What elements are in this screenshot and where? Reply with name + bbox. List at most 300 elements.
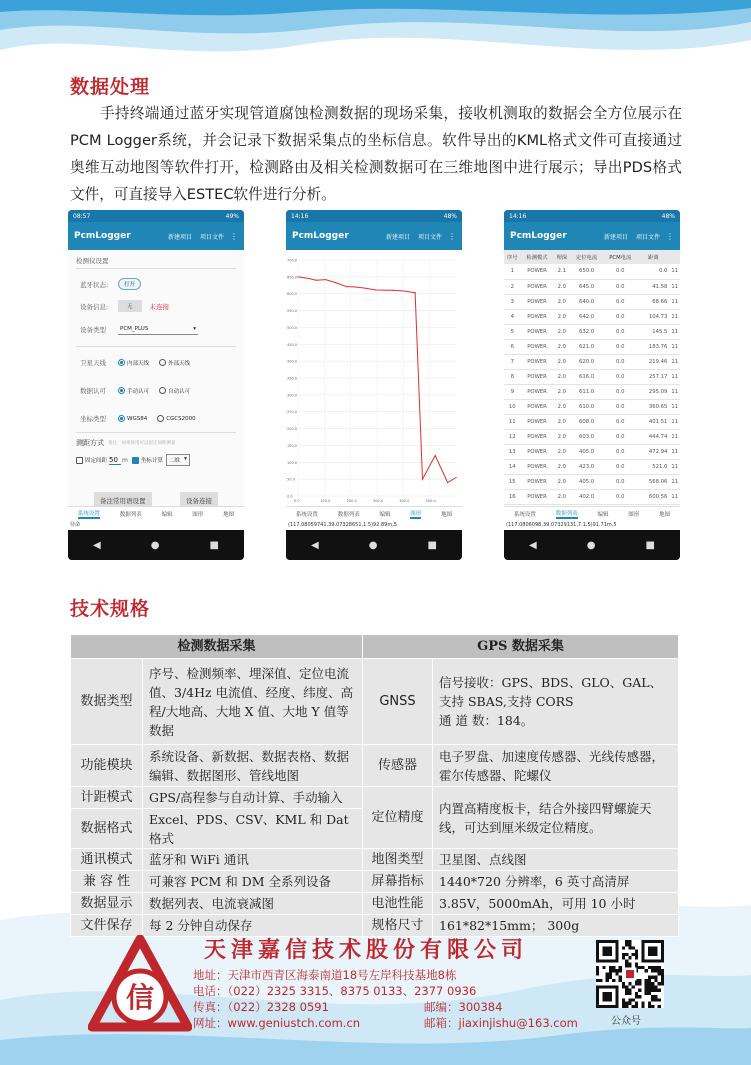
spec-value xyxy=(433,659,679,745)
table-cell: 11 xyxy=(669,264,680,279)
table-cell: 600.56 xyxy=(637,489,669,504)
spec-value: 电子罗盘、加速度传感器、光线传感器，霍尔传感器、陀螺仪 xyxy=(433,745,679,787)
table-cell: 11 xyxy=(669,339,680,354)
type-label: 设备类型 xyxy=(80,326,106,334)
y-tick-label: 650.0 xyxy=(287,275,298,280)
data-point xyxy=(456,477,457,478)
table-cell: POWER xyxy=(521,369,554,384)
back-icon[interactable]: ◀ xyxy=(529,539,537,551)
y-tick-label: 500.0 xyxy=(287,325,298,330)
table-cell: 11 xyxy=(669,384,680,399)
spec-key: 功能模块 xyxy=(71,745,143,787)
table-cell: 11 xyxy=(669,279,680,294)
table-row[interactable] xyxy=(504,384,680,399)
x-tick-label: 300.0 xyxy=(373,499,384,503)
table-cell: 0.0 xyxy=(603,474,637,489)
logo-character: 信 xyxy=(125,981,155,1014)
spec-value: 卫星图、点线图 xyxy=(433,849,679,871)
spec-key: 屏幕指标 xyxy=(363,871,433,893)
table-cell: 0.0 xyxy=(603,354,637,369)
tab-graph[interactable]: 图形 xyxy=(628,511,640,518)
android-nav-bar xyxy=(286,530,462,560)
section-title-data-processing: 数据处理 xyxy=(70,76,151,98)
tab-system-settings[interactable]: 系统设置 xyxy=(77,510,100,517)
table-header: 序号 xyxy=(504,250,521,264)
tab-map[interactable]: 地图 xyxy=(441,511,453,518)
table-cell: 9 xyxy=(504,384,521,399)
table-cell: POWER xyxy=(521,414,554,429)
table-cell: 2.0 xyxy=(554,369,571,384)
radio-internal-antenna[interactable]: 内部天线 xyxy=(118,359,149,367)
dev-label: 设备信息: xyxy=(80,302,109,311)
app-bar xyxy=(68,222,244,250)
table-cell: 11 xyxy=(669,309,680,324)
table-row[interactable] xyxy=(504,399,680,414)
status-time: 14:16 xyxy=(509,212,527,220)
spec-key: GNSS xyxy=(363,659,433,745)
data-point xyxy=(403,290,404,291)
table-cell: 6 xyxy=(504,339,521,354)
radio-wgs84[interactable]: WGS84 xyxy=(118,415,147,422)
table-cell: 0.0 xyxy=(603,309,637,324)
menu-new-project[interactable]: 新建项目 xyxy=(167,233,192,241)
back-icon[interactable]: ◀ xyxy=(311,539,319,551)
table-cell: 2.0 xyxy=(554,339,571,354)
table-cell: 610.0 xyxy=(570,399,603,414)
tab-data-list[interactable]: 数据列表 xyxy=(555,510,578,517)
tab-data-list[interactable]: 数据列表 xyxy=(337,511,360,518)
spec-key: 规格尺寸 xyxy=(363,915,433,937)
spec-value: 内置高精度板卡，结合外接四臂螺旋天线，可达到厘米级定位精度。 xyxy=(433,787,679,849)
app-bar xyxy=(286,222,462,250)
bottom-tabs xyxy=(286,506,462,520)
device-type-value: PCM_PLUS xyxy=(120,326,149,332)
tab-edit[interactable]: 编辑 xyxy=(379,511,391,518)
app-title: PcmLogger xyxy=(74,231,131,241)
coord-label: 坐标类型 xyxy=(80,415,106,423)
radio-auto-confirm[interactable]: 自动认可 xyxy=(159,387,190,395)
table-cell: POWER xyxy=(521,459,554,474)
table-cell: 405.0 xyxy=(570,474,603,489)
table-cell: POWER xyxy=(521,294,554,309)
table-cell: 7 xyxy=(504,354,521,369)
table-cell: 145.5 xyxy=(637,324,669,339)
x-tick-label: 200.0 xyxy=(346,499,357,503)
app-title: PcmLogger xyxy=(292,231,349,241)
table-header: PCM电流 xyxy=(603,250,637,264)
spec-key: 定位精度 xyxy=(363,787,433,849)
table-cell: 444.74 xyxy=(637,429,669,444)
status-battery: 48% xyxy=(443,212,457,220)
table-row[interactable] xyxy=(504,309,680,324)
table-row[interactable] xyxy=(504,354,680,369)
more-icon[interactable]: ⋮ xyxy=(448,231,456,241)
table-cell: 402.0 xyxy=(570,489,603,504)
data-list-panel xyxy=(504,250,680,520)
table-cell: 11 xyxy=(669,369,680,384)
section-label: 检测仪设置 xyxy=(76,257,109,265)
app-bar xyxy=(504,222,680,250)
spec-value: 数据列表、电流衰减图 xyxy=(143,893,363,915)
table-row[interactable] xyxy=(504,294,680,309)
dist-note: 备注：如果使用可以固定间距测量 xyxy=(108,441,176,446)
status-battery: 48% xyxy=(661,212,675,220)
spec-key: 计距模式 xyxy=(71,787,143,809)
table-row[interactable] xyxy=(504,489,680,504)
radio-cgcs2000[interactable]: CGCS2000 xyxy=(157,415,195,422)
x-tick-label: 100.0 xyxy=(320,499,331,503)
table-cell: 15 xyxy=(504,474,521,489)
table-row[interactable] xyxy=(504,324,680,339)
spec-value: 161*82*15mm； 300g xyxy=(433,915,679,937)
spec-key: 通讯模式 xyxy=(71,849,143,871)
table-cell: 640.0 xyxy=(570,294,603,309)
table-cell: 645.0 xyxy=(570,279,603,294)
data-point xyxy=(355,286,356,287)
table-cell: 11 xyxy=(669,414,680,429)
table-cell: 2.0 xyxy=(554,429,571,444)
table-header: 埋深 xyxy=(554,250,571,264)
table-cell: POWER xyxy=(521,444,554,459)
table-cell: 4 xyxy=(504,309,521,324)
table-cell: 295.09 xyxy=(637,384,669,399)
data-point xyxy=(392,290,393,291)
y-tick-label: 300.0 xyxy=(287,393,298,398)
spec-value: 系统设备、新数据、数据表格、数据编辑、数据图形、管线地图 xyxy=(143,745,363,787)
radio-manual-confirm[interactable]: 手动认可 xyxy=(118,387,149,395)
app-title: PcmLogger xyxy=(510,231,567,241)
table-cell: 0.0 xyxy=(603,384,637,399)
fixed-distance-unit: m xyxy=(122,456,128,464)
dropdown-icon: ▾ xyxy=(193,326,196,332)
current-attenuation-chart xyxy=(286,250,462,506)
table-cell: 3 xyxy=(504,294,521,309)
coordinate-footer: (117.0806098,39.07329131,7.1,5)91.71m,5 xyxy=(504,520,680,530)
menu-project-file[interactable]: 项目文件 xyxy=(635,233,660,241)
table-cell: 104.73 xyxy=(637,309,669,324)
tab-map[interactable]: 地图 xyxy=(223,511,235,518)
bottom-tabs xyxy=(68,506,244,520)
menu-new-project[interactable]: 新建项目 xyxy=(385,233,410,241)
table-cell: 0.0 xyxy=(603,429,637,444)
table-cell: 68.66 xyxy=(637,294,669,309)
spec-key: 地图类型 xyxy=(363,849,433,871)
company-fax: 传真：（022）2328 0591 xyxy=(193,1000,329,1014)
table-cell: 0.0 xyxy=(637,264,669,279)
x-tick-label: 400.0 xyxy=(399,499,410,503)
tab-system-settings[interactable]: 系统设置 xyxy=(513,511,536,518)
spec-value: GPS/高程参与自动计算、手动输入 xyxy=(143,787,363,809)
table-header: 定位电流 xyxy=(570,250,603,264)
y-tick-label: 700.0 xyxy=(287,258,298,263)
table-cell: 10 xyxy=(504,399,521,414)
coord-calc-checkbox[interactable]: 坐标计算 xyxy=(132,456,163,464)
table-cell: 0.0 xyxy=(603,399,637,414)
table-cell: POWER xyxy=(521,384,554,399)
y-tick-label: 250.0 xyxy=(287,410,298,415)
more-icon[interactable]: ⋮ xyxy=(666,231,674,241)
radio-external-antenna[interactable]: 外部天线 xyxy=(159,359,190,367)
data-point xyxy=(415,292,416,293)
company-postcode: 邮编：300384 xyxy=(424,1000,503,1014)
tab-system-settings[interactable]: 系统设置 xyxy=(295,511,318,518)
company-logo xyxy=(88,935,192,1039)
back-icon[interactable]: ◀ xyxy=(93,539,101,551)
qr-code xyxy=(596,940,664,1008)
gnss-channels: 通 道 数：184。 xyxy=(439,713,534,728)
table-cell: 0.0 xyxy=(603,264,637,279)
recents-icon[interactable]: ■ xyxy=(209,539,219,551)
table-cell: 642.0 xyxy=(570,309,603,324)
data-table xyxy=(504,250,680,505)
data-point xyxy=(365,288,366,289)
table-cell: 2.0 xyxy=(554,459,571,474)
recents-icon[interactable]: ■ xyxy=(427,539,437,551)
table-cell: 521.0 xyxy=(637,459,669,474)
table-cell: 472.94 xyxy=(637,444,669,459)
company-address: 地址：天津市西青区海泰南道18号左岸科技基地8栋 xyxy=(193,968,457,982)
table-cell: 2.1 xyxy=(554,264,571,279)
table-cell: 13 xyxy=(504,444,521,459)
table-cell: 2.0 xyxy=(554,294,571,309)
section-title-tech-specs: 技术规格 xyxy=(70,598,151,620)
table-cell: 2.0 xyxy=(554,489,571,504)
more-icon[interactable]: ⋮ xyxy=(230,231,238,241)
table-cell: 0.0 xyxy=(603,279,637,294)
spec-key: 数据类型 xyxy=(71,659,143,745)
dist-label: 测距方式 xyxy=(76,439,104,447)
device-connect-button[interactable]: 设备连接 xyxy=(180,492,218,509)
table-cell: 11 xyxy=(669,444,680,459)
settings-panel xyxy=(68,250,244,520)
remark-settings-button[interactable]: 备注常用语设置 xyxy=(94,492,152,509)
menu-project-file[interactable]: 项目文件 xyxy=(417,233,442,241)
dev-status: 未连接 xyxy=(149,302,170,311)
table-cell: POWER xyxy=(521,354,554,369)
y-tick-label: 350.0 xyxy=(287,376,298,381)
table-cell: 0.0 xyxy=(603,414,637,429)
spec-value: 每 2 分钟自动保存 xyxy=(143,915,363,937)
x-tick-label: 0.0 xyxy=(294,499,300,503)
tab-edit[interactable]: 编辑 xyxy=(161,511,173,518)
table-cell: 603.0 xyxy=(570,429,603,444)
spec-value: 3.85V，5000mAh，可用 10 小时 xyxy=(433,893,679,915)
table-cell: 2.0 xyxy=(554,354,571,369)
table-cell: 12 xyxy=(504,429,521,444)
sat-label: 卫星天线 xyxy=(80,359,106,367)
status-battery: 49% xyxy=(225,212,239,220)
table-cell: 11 xyxy=(669,459,680,474)
y-tick-label: 550.0 xyxy=(287,309,298,314)
table-cell: POWER xyxy=(521,279,554,294)
table-cell: 11 xyxy=(669,294,680,309)
table-cell: 11 xyxy=(669,474,680,489)
table-row[interactable] xyxy=(504,264,680,279)
table-cell: 650.0 xyxy=(570,264,603,279)
table-row[interactable] xyxy=(504,429,680,444)
spec-head-left: 检测数据采集 xyxy=(71,635,363,659)
data-point xyxy=(325,279,326,280)
table-cell: 183.76 xyxy=(637,339,669,354)
status-bar xyxy=(68,210,244,222)
table-cell: 360.65 xyxy=(637,399,669,414)
table-cell: POWER xyxy=(521,309,554,324)
table-cell: 2.0 xyxy=(554,399,571,414)
table-cell: 608.0 xyxy=(570,414,603,429)
y-tick-label: 450.0 xyxy=(287,342,298,347)
bt-toggle[interactable]: 打开 xyxy=(118,278,141,290)
calc-mode-select[interactable]: 二维 ▾ xyxy=(166,454,190,466)
status-bar xyxy=(286,210,462,222)
android-nav-bar xyxy=(68,530,244,560)
company-email[interactable]: 邮箱：jiaxinjishu@163.com xyxy=(424,1016,578,1030)
table-row[interactable] xyxy=(504,414,680,429)
coordinate-footer: (117.08059741,39.07328651,1.5)92.89m,5 xyxy=(286,520,462,530)
graph-panel xyxy=(286,250,462,520)
spec-key: 电池性能 xyxy=(363,893,433,915)
tab-data-list[interactable]: 数据列表 xyxy=(119,511,142,518)
table-cell: 423.0 xyxy=(570,459,603,474)
y-tick-label: 100.0 xyxy=(287,460,298,465)
table-cell: 2.0 xyxy=(554,414,571,429)
menu-new-project[interactable]: 新建项目 xyxy=(603,233,628,241)
spec-value: 1440*720 分辨率，6 英寸高清屏 xyxy=(433,871,679,893)
table-cell: 611.0 xyxy=(570,384,603,399)
table-cell: 8 xyxy=(504,369,521,384)
table-cell: 0.0 xyxy=(603,459,637,474)
table-cell: 401.51 xyxy=(637,414,669,429)
data-point xyxy=(435,455,436,456)
table-cell: POWER xyxy=(521,474,554,489)
data-point xyxy=(315,280,316,281)
table-cell: 0.0 xyxy=(603,324,637,339)
android-nav-bar xyxy=(504,530,680,560)
table-cell: 11 xyxy=(504,414,521,429)
company-phone: 电话：（022）2325 3315、8375 0133、2377 0936 xyxy=(193,984,477,998)
table-cell: 2.0 xyxy=(554,309,571,324)
status-footer: 待命 xyxy=(68,520,244,530)
status-bar xyxy=(504,210,680,222)
table-row[interactable] xyxy=(504,459,680,474)
spec-value: 可兼容 PCM 和 DM 全系列设备 xyxy=(143,871,363,893)
table-cell: 41.58 xyxy=(637,279,669,294)
phone-screenshot-settings xyxy=(68,210,244,560)
table-cell: 0.0 xyxy=(603,489,637,504)
status-time: 08:57 xyxy=(73,212,91,220)
y-tick-label: 0.0 xyxy=(287,494,293,499)
data-point xyxy=(375,289,376,290)
table-cell: 14 xyxy=(504,459,521,474)
device-type-select[interactable] xyxy=(118,324,198,335)
table-cell: 1 xyxy=(504,264,521,279)
data-point xyxy=(297,276,298,277)
table-cell: 405.0 xyxy=(570,444,603,459)
company-website[interactable]: 网址：www.geniustch.com.cn xyxy=(193,1016,361,1030)
spec-value: Excel、PDS、CSV、KML 和 Dat 格式 xyxy=(143,809,363,849)
spec-key: 数据格式 xyxy=(71,809,143,849)
menu-project-file[interactable]: 项目文件 xyxy=(199,233,224,241)
dropdown-icon: ▾ xyxy=(184,456,187,462)
header-wave-decoration xyxy=(0,0,751,80)
table-cell: 11 xyxy=(669,399,680,414)
tab-map[interactable]: 地图 xyxy=(659,511,671,518)
y-tick-label: 150.0 xyxy=(287,443,298,448)
table-cell: 11 xyxy=(669,489,680,504)
table-row[interactable] xyxy=(504,369,680,384)
table-cell: 11 xyxy=(669,324,680,339)
table-cell: 2.0 xyxy=(554,474,571,489)
spec-table xyxy=(70,634,679,937)
table-cell: POWER xyxy=(521,324,554,339)
table-cell: 632.0 xyxy=(570,324,603,339)
table-header xyxy=(669,250,680,264)
table-row[interactable] xyxy=(504,474,680,489)
phone-screenshot-data-list xyxy=(504,210,680,560)
data-point xyxy=(336,282,337,283)
status-time: 14:16 xyxy=(291,212,309,220)
table-cell: 2.0 xyxy=(554,444,571,459)
table-cell: POWER xyxy=(521,339,554,354)
y-tick-label: 600.0 xyxy=(287,292,298,297)
table-row[interactable] xyxy=(504,279,680,294)
fixed-distance-checkbox[interactable]: 固定间距 xyxy=(76,456,107,464)
tab-edit[interactable]: 编辑 xyxy=(597,511,609,518)
phone-screenshot-graph xyxy=(286,210,462,560)
spec-key: 文件保存 xyxy=(71,915,143,937)
recents-icon[interactable]: ■ xyxy=(645,539,655,551)
table-cell: 5 xyxy=(504,324,521,339)
home-icon[interactable]: ● xyxy=(368,539,378,551)
table-cell: 16 xyxy=(504,489,521,504)
spec-key: 数据显示 xyxy=(71,893,143,915)
y-tick-label: 400.0 xyxy=(287,359,298,364)
spec-head-right: GPS 数据采集 xyxy=(363,635,679,659)
dev-value: 无 xyxy=(118,300,142,312)
company-name: 天津嘉信技术股份有限公司 xyxy=(204,938,529,963)
tab-graph[interactable]: 图形 xyxy=(192,511,204,518)
data-point xyxy=(447,482,448,483)
table-row[interactable] xyxy=(504,339,680,354)
table-cell: 0.0 xyxy=(603,444,637,459)
table-header: 检测模式 xyxy=(521,250,554,264)
gnss-signal: 信号接收：GPS、BDS、GLO、GAL、支持 SBAS,支持 CORS xyxy=(439,675,663,709)
data-point xyxy=(422,479,423,480)
bottom-tabs xyxy=(504,506,680,520)
table-cell: 2.0 xyxy=(554,279,571,294)
spec-key: 兼 容 性 xyxy=(71,871,143,893)
qr-label: 公众号 xyxy=(611,1016,641,1027)
table-cell: 568.06 xyxy=(637,474,669,489)
table-cell: 11 xyxy=(669,429,680,444)
table-cell: 2.0 xyxy=(554,384,571,399)
table-cell: 219.46 xyxy=(637,354,669,369)
table-cell: 11 xyxy=(669,354,680,369)
confirm-label: 数据认可 xyxy=(80,387,106,395)
table-cell: 616.0 xyxy=(570,369,603,384)
home-icon[interactable]: ● xyxy=(150,539,160,551)
intro-paragraph: 手持终端通过蓝牙实现管道腐蚀检测数据的现场采集，接收机测取的数据会全方位展示在PCM Logger系统，并会记录下数据采集点的坐标信息。软件导出的KML格式文件可直接通过奥维互动地图等软件打开，检测路由及相关检测数据可在三维地图中进行展示；导出PDS格式文件，可直接导入ESTEC软件进行分析。 xyxy=(70,105,682,203)
table-row[interactable] xyxy=(504,444,680,459)
table-cell: 257.17 xyxy=(637,369,669,384)
table-cell: POWER xyxy=(521,264,554,279)
home-icon[interactable]: ● xyxy=(586,539,596,551)
fixed-distance-input[interactable]: 50 xyxy=(109,456,121,465)
spec-value: 序号、检测频率、埋深值、定位电流值、3/4Hz 电流值、经度、纬度、高程/大地高、大地 X 值、大地 Y 值等数据 xyxy=(143,659,363,745)
y-tick-label: 200.0 xyxy=(287,427,298,432)
data-point xyxy=(308,278,309,279)
table-cell: 0.0 xyxy=(603,339,637,354)
tab-graph[interactable]: 图形 xyxy=(410,510,422,517)
